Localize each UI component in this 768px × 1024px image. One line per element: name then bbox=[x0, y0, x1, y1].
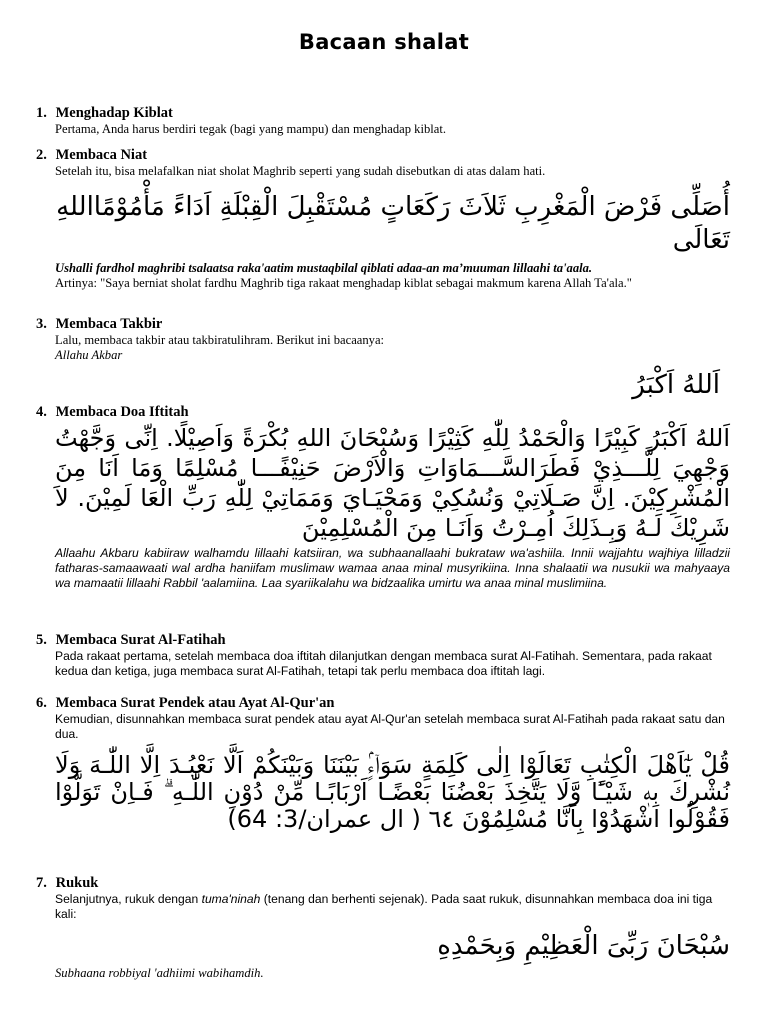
ayat-reference: ( ال عمران/3: 64) bbox=[227, 805, 421, 833]
section-rukuk bbox=[36, 875, 730, 981]
section-heading bbox=[36, 105, 730, 122]
section-heading bbox=[36, 695, 730, 712]
rukuk-transliteration: Subhaana robbiyal 'adhiimi wabihamdih. bbox=[55, 966, 264, 980]
section-membaca-niat bbox=[36, 147, 730, 291]
takbir-transliteration: Allahu Akbar bbox=[55, 348, 123, 362]
section-text: Pertama, Anda harus berdiri tegak (bagi yang mampu) dan menghadap kiblat. bbox=[55, 122, 446, 136]
section-surat-al-fatihah bbox=[36, 632, 730, 679]
niat-transliteration: Ushalli fardhol maghribi tsalaatsa raka'aatim mustaqbilal qiblati adaa-an ma’muuman lillaahi ta'aala. bbox=[55, 261, 593, 275]
section-menghadap-kiblat bbox=[36, 105, 730, 137]
arabic-takbir: اَللهُ اَكْبَرُ bbox=[632, 370, 720, 400]
section-heading bbox=[36, 632, 730, 649]
section-heading bbox=[36, 404, 730, 421]
section-title: Membaca Takbir bbox=[55, 316, 163, 332]
section-title: Menghadap Kiblat bbox=[55, 105, 173, 121]
section-title: Membaca Surat Al-Fatihah bbox=[55, 632, 226, 648]
section-text: Setelah itu, bisa melafalkan niat sholat Maghrib seperti yang sudah disebutkan di atas dalam hati. bbox=[55, 164, 546, 178]
rukuk-text-italic: tuma'ninah bbox=[201, 892, 261, 906]
rukuk-text-before: Selanjutnya, rukuk dengan bbox=[55, 892, 202, 906]
section-heading bbox=[36, 316, 730, 333]
section-surat-pendek bbox=[36, 695, 730, 833]
section-title: Membaca Surat Pendek atau Ayat Al-Qur'an bbox=[55, 695, 335, 711]
section-text: Lalu, membaca takbir atau takbiratulihram. Berikut ini bacaanya: bbox=[55, 333, 385, 347]
section-number: 2. bbox=[36, 147, 47, 163]
ayat-text: قُلْ يٰٓاَهْلَ الْكِتٰبِ تَعَالَوْا اِلٰى كَلِمَةٍ سَوَاۤءٍۢ بَيْنَنَا وَبَيْنَكُمْ اَلَّا نَعْبُـدَ اِلَّا اللّٰـهَ وَلَا نُشْرِكَ بِهٖ شَيْـًٔا وَّلَا يَتَّخِذَ بَعْضُنَا بَعْضًـا اَرْبَابًـا مِّنْ دُوْنِ اللّٰـهِ ۗ فَـاِنْ تَوَلَّوْا فَقُوْلُوا اشْهَدُوْا بِاَنَّا مُسْلِمُوْنَ ٦٤ bbox=[55, 751, 730, 833]
section-number: 3. bbox=[36, 316, 47, 332]
section-number: 1. bbox=[36, 105, 47, 121]
section-number: 6. bbox=[36, 695, 47, 711]
section-membaca-takbir bbox=[36, 316, 730, 403]
arabic-surat-pendek bbox=[55, 752, 730, 833]
niat-translation: Artinya: "Saya berniat sholat fardhu Maghrib tiga rakaat menghadap kiblat sebagai makmum karena Allah Ta'ala." bbox=[55, 276, 632, 290]
section-heading bbox=[36, 147, 730, 164]
section-number: 7. bbox=[36, 875, 47, 891]
section-title: Membaca Doa Iftitah bbox=[55, 404, 189, 420]
arabic-iftitah: اَللهُ اَكْبَرُ كَبِيْرًا وَالْحَمْدُ لِلّٰهِ كَثِيْرًا وَسُبْحَانَ اللهِ بُكْرَةً وَاَصِيْلًا. اِنِّى وَجَّهْتُ وَجْهِيَ لِلَّـــذِيْ فَطَرَالسَّـــمَاوَاتِ وَالْاَرْضَ حَنِيْفًـــا مُسْلِمًا وَمَا اَنَا مِنَ الْمُشْرِكِيْنَ. اِنَّ صَـلَاتِيْ وَنُسُكِيْ وَمَحْيَـايَ وَمَمَاتِيْ لِلّٰهِ رَبِّ الْعَا لَمِيْنَ. لاَ شَرِيْكَ لَـهُ وَبِـذَلِكَ اُمِـرْتُ وَاَنَـا مِنَ الْمُسْلِمِيْنَ bbox=[55, 424, 730, 542]
iftitah-transliteration: Allaahu Akbaru kabiiraw walhamdu lillaahi katsiiran, wa subhaanallaahi bukrataw wa'ashiila. Innii wajjahtu wajhiya lilladzii fatharas-samaawaati wal ardha haniifam muslimaw wamaa anaa minal musyrikiina. Inna shalaatii wa nusukii wa mahyaaya wa mamaatii lillaahi Rabbil 'aalamiina. Laa syariikalahu wa bidzaalika umirtu wa anaa minal muslimiina. bbox=[55, 546, 730, 590]
section-text: Kemudian, disunnahkan membaca surat pendek atau ayat Al-Qur'an setelah membaca surat Al-Fatihah pada rakaat satu dan dua. bbox=[55, 712, 725, 741]
section-title: Rukuk bbox=[55, 875, 99, 891]
arabic-niat: أُصَلِّى فَرْضَ الْمَغْرِبِ ثَلاَثَ رَكَعَاتٍ مُسْتَقْبِلَ الْقِبْلَةِ اَدَاءً مَأْمُوْمًااللهِ تَعَالَى bbox=[56, 192, 730, 255]
rukuk-text-after: (tenang dan berhenti sejenak). Pada saat rukuk, disunnahkan membaca doa ini tiga kali: bbox=[55, 892, 713, 921]
section-text bbox=[55, 892, 730, 922]
page-title: Bacaan shalat bbox=[298, 30, 470, 54]
section-heading bbox=[36, 875, 730, 892]
section-title: Membaca Niat bbox=[55, 147, 148, 163]
section-doa-iftitah bbox=[36, 404, 730, 591]
arabic-rukuk: سُبْحَانَ رَبِّىَ الْعَظِيْمِ وَبِحَمْدِهِ bbox=[437, 931, 730, 961]
section-text: Pada rakaat pertama, setelah membaca doa iftitah dilanjutkan dengan membaca surat Al-Fatihah. Sementara, pada rakaat kedua dan ketiga, juga membaca surat Al-Fatihah, tetapi tak perlu membaca doa iftitah lagi. bbox=[55, 649, 712, 678]
section-number: 5. bbox=[36, 632, 47, 648]
section-number: 4. bbox=[36, 404, 47, 420]
